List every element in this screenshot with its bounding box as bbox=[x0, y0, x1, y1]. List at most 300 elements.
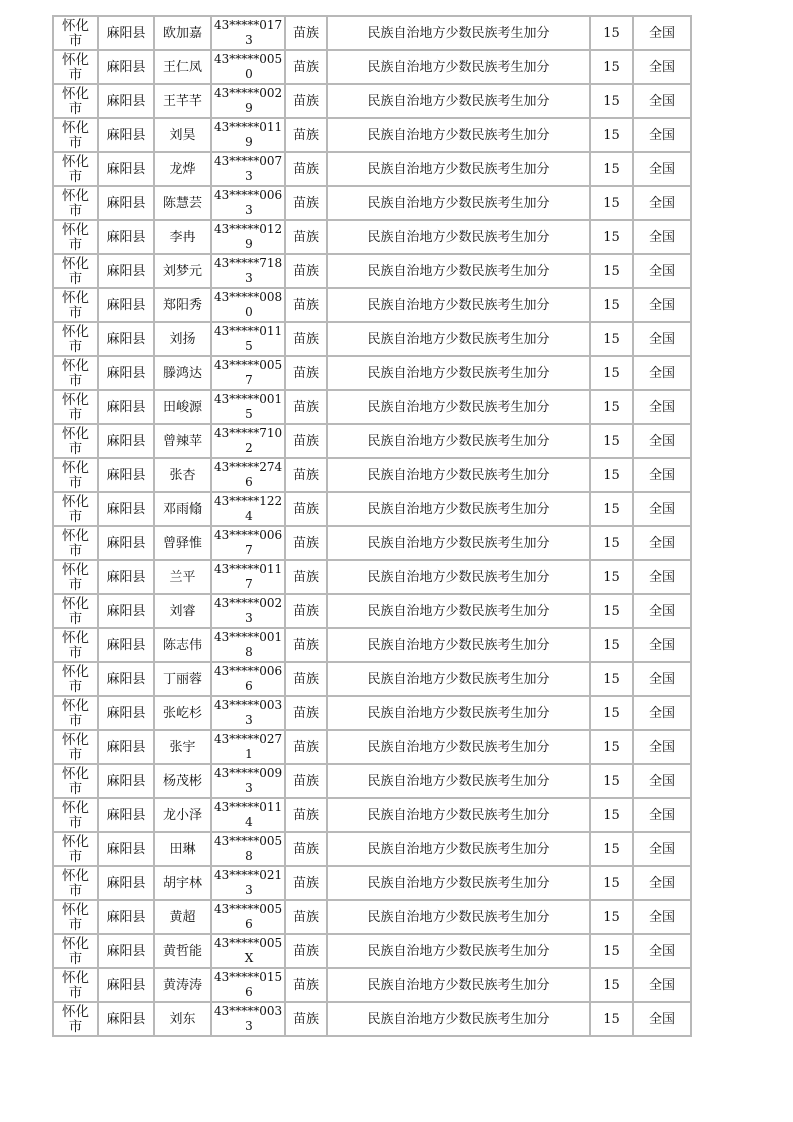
table-row bbox=[53, 118, 691, 152]
ethnicity-cell: 苗族 bbox=[285, 16, 327, 50]
id-number-text: 43*****027 bbox=[214, 732, 283, 746]
bonus-policy-cell: 民族自治地方少数民族考生加分 bbox=[327, 832, 590, 866]
bonus-policy-cell: 民族自治地方少数民族考生加分 bbox=[327, 322, 590, 356]
city-text: 市 bbox=[68, 780, 83, 797]
name-cell: 郑阳秀 bbox=[154, 288, 211, 322]
city-text: 市 bbox=[68, 984, 83, 1001]
id-number-cell bbox=[211, 390, 285, 424]
scope-cell: 全国 bbox=[633, 356, 691, 390]
id-number-text: 43*****003 bbox=[214, 1004, 283, 1018]
city-cell bbox=[53, 458, 98, 492]
id-number-cell bbox=[211, 696, 285, 730]
name-cell: 丁丽蓉 bbox=[154, 662, 211, 696]
city-cell bbox=[53, 220, 98, 254]
bonus-points-cell: 15 bbox=[590, 798, 633, 832]
id-number-cell bbox=[211, 662, 285, 696]
table-row bbox=[53, 832, 691, 866]
city-text: 市 bbox=[68, 712, 83, 729]
id-number-text: 9 bbox=[245, 135, 253, 149]
bonus-points-cell: 15 bbox=[590, 560, 633, 594]
id-number-text: 43*****002 bbox=[214, 86, 283, 100]
city-text: 市 bbox=[68, 610, 83, 627]
ethnicity-cell: 苗族 bbox=[285, 594, 327, 628]
table-row bbox=[53, 968, 691, 1002]
id-number-text: 8 bbox=[245, 849, 253, 863]
id-number-text: 1 bbox=[245, 747, 253, 761]
city-text: 市 bbox=[68, 440, 83, 457]
scope-cell: 全国 bbox=[633, 50, 691, 84]
table-row bbox=[53, 1002, 691, 1036]
bonus-points-cell: 15 bbox=[590, 662, 633, 696]
name-cell: 黄涛涛 bbox=[154, 968, 211, 1002]
id-number-text: 3 bbox=[245, 1019, 253, 1033]
city-text: 怀化 bbox=[62, 731, 89, 748]
id-number-text: 0 bbox=[245, 305, 253, 319]
bonus-policy-cell: 民族自治地方少数民族考生加分 bbox=[327, 662, 590, 696]
city-cell bbox=[53, 1002, 98, 1036]
table-row bbox=[53, 696, 691, 730]
table-row bbox=[53, 84, 691, 118]
city-text: 怀化 bbox=[62, 561, 89, 578]
table-row bbox=[53, 322, 691, 356]
id-number-text: 43*****001 bbox=[214, 392, 283, 406]
bonus-points-cell: 15 bbox=[590, 288, 633, 322]
bonus-points-cell: 15 bbox=[590, 628, 633, 662]
county-cell: 麻阳县 bbox=[98, 220, 154, 254]
city-text: 怀化 bbox=[62, 221, 89, 238]
city-cell bbox=[53, 866, 98, 900]
county-cell: 麻阳县 bbox=[98, 152, 154, 186]
scope-cell: 全国 bbox=[633, 186, 691, 220]
city-text: 怀化 bbox=[62, 765, 89, 782]
bonus-points-cell: 15 bbox=[590, 322, 633, 356]
id-number-text: 7 bbox=[245, 577, 253, 591]
table-row bbox=[53, 798, 691, 832]
bonus-points-cell: 15 bbox=[590, 390, 633, 424]
county-cell: 麻阳县 bbox=[98, 696, 154, 730]
bonus-policy-cell: 民族自治地方少数民族考生加分 bbox=[327, 50, 590, 84]
scope-cell: 全国 bbox=[633, 152, 691, 186]
id-number-cell bbox=[211, 900, 285, 934]
bonus-policy-cell: 民族自治地方少数民族考生加分 bbox=[327, 764, 590, 798]
id-number-text: 43*****002 bbox=[214, 596, 283, 610]
id-number-cell bbox=[211, 764, 285, 798]
bonus-policy-cell: 民族自治地方少数民族考生加分 bbox=[327, 492, 590, 526]
bonus-points-cell: 15 bbox=[590, 152, 633, 186]
scope-cell: 全国 bbox=[633, 696, 691, 730]
name-cell: 刘昊 bbox=[154, 118, 211, 152]
ethnicity-cell: 苗族 bbox=[285, 322, 327, 356]
name-cell: 张宇 bbox=[154, 730, 211, 764]
id-number-text: 4 bbox=[245, 509, 253, 523]
city-text: 市 bbox=[68, 406, 83, 423]
city-cell bbox=[53, 934, 98, 968]
id-number-text: 43*****011 bbox=[214, 324, 283, 338]
scope-cell: 全国 bbox=[633, 220, 691, 254]
id-number-cell bbox=[211, 16, 285, 50]
city-cell bbox=[53, 696, 98, 730]
bonus-policy-cell: 民族自治地方少数民族考生加分 bbox=[327, 152, 590, 186]
id-number-text: 3 bbox=[245, 203, 253, 217]
city-text: 怀化 bbox=[62, 85, 89, 102]
city-text: 怀化 bbox=[62, 969, 89, 986]
city-text: 怀化 bbox=[62, 629, 89, 646]
city-cell bbox=[53, 560, 98, 594]
city-text: 怀化 bbox=[62, 187, 89, 204]
city-text: 怀化 bbox=[62, 323, 89, 340]
city-text: 市 bbox=[68, 270, 83, 287]
id-number-text: 43*****021 bbox=[214, 868, 283, 882]
scope-cell: 全国 bbox=[633, 288, 691, 322]
id-number-text: 6 bbox=[245, 917, 253, 931]
name-cell: 欧加嘉 bbox=[154, 16, 211, 50]
scope-cell: 全国 bbox=[633, 900, 691, 934]
id-number-text: 4 bbox=[245, 815, 253, 829]
city-text: 市 bbox=[68, 542, 83, 559]
city-cell bbox=[53, 50, 98, 84]
table-row bbox=[53, 356, 691, 390]
scope-cell: 全国 bbox=[633, 934, 691, 968]
city-text: 市 bbox=[68, 644, 83, 661]
bonus-policy-cell: 民族自治地方少数民族考生加分 bbox=[327, 730, 590, 764]
scope-cell: 全国 bbox=[633, 764, 691, 798]
city-text: 市 bbox=[68, 338, 83, 355]
scope-cell: 全国 bbox=[633, 628, 691, 662]
id-number-text: 43*****003 bbox=[214, 698, 283, 712]
scope-cell: 全国 bbox=[633, 1002, 691, 1036]
scope-cell: 全国 bbox=[633, 322, 691, 356]
city-text: 市 bbox=[68, 304, 83, 321]
city-text: 怀化 bbox=[62, 833, 89, 850]
id-number-text: 43*****122 bbox=[214, 494, 283, 508]
city-text: 怀化 bbox=[62, 935, 89, 952]
city-cell bbox=[53, 16, 98, 50]
ethnicity-cell: 苗族 bbox=[285, 424, 327, 458]
table-row bbox=[53, 288, 691, 322]
table-row bbox=[53, 152, 691, 186]
name-cell: 田峻源 bbox=[154, 390, 211, 424]
id-number-text: 43*****007 bbox=[214, 154, 283, 168]
id-number-text: 43*****718 bbox=[214, 256, 283, 270]
city-cell bbox=[53, 730, 98, 764]
id-number-text: 3 bbox=[245, 713, 253, 727]
bonus-points-cell: 15 bbox=[590, 50, 633, 84]
ethnicity-cell: 苗族 bbox=[285, 560, 327, 594]
city-cell bbox=[53, 594, 98, 628]
id-number-cell bbox=[211, 84, 285, 118]
name-cell: 邓雨翛 bbox=[154, 492, 211, 526]
bonus-points-table bbox=[52, 15, 692, 1037]
id-number-cell bbox=[211, 628, 285, 662]
table-row bbox=[53, 254, 691, 288]
bonus-policy-cell: 民族自治地方少数民族考生加分 bbox=[327, 356, 590, 390]
city-cell bbox=[53, 118, 98, 152]
id-number-cell bbox=[211, 832, 285, 866]
id-number-text: 43*****011 bbox=[214, 562, 283, 576]
city-text: 怀化 bbox=[62, 153, 89, 170]
table-row bbox=[53, 662, 691, 696]
ethnicity-cell: 苗族 bbox=[285, 390, 327, 424]
table-row bbox=[53, 16, 691, 50]
city-text: 市 bbox=[68, 848, 83, 865]
bonus-policy-cell: 民族自治地方少数民族考生加分 bbox=[327, 220, 590, 254]
name-cell: 张屹杉 bbox=[154, 696, 211, 730]
scope-cell: 全国 bbox=[633, 492, 691, 526]
scope-cell: 全国 bbox=[633, 118, 691, 152]
city-cell bbox=[53, 288, 98, 322]
bonus-points-cell: 15 bbox=[590, 424, 633, 458]
bonus-points-cell: 15 bbox=[590, 832, 633, 866]
bonus-points-cell: 15 bbox=[590, 696, 633, 730]
id-number-text: 7 bbox=[245, 543, 253, 557]
id-number-cell bbox=[211, 866, 285, 900]
id-number-text: 43*****005 bbox=[214, 902, 283, 916]
ethnicity-cell: 苗族 bbox=[285, 356, 327, 390]
id-number-text: 43*****017 bbox=[214, 18, 283, 32]
name-cell: 龙小泽 bbox=[154, 798, 211, 832]
county-cell: 麻阳县 bbox=[98, 84, 154, 118]
id-number-text: 3 bbox=[245, 781, 253, 795]
ethnicity-cell: 苗族 bbox=[285, 798, 327, 832]
ethnicity-cell: 苗族 bbox=[285, 152, 327, 186]
name-cell: 黄哲能 bbox=[154, 934, 211, 968]
bonus-policy-cell: 民族自治地方少数民族考生加分 bbox=[327, 16, 590, 50]
city-text: 怀化 bbox=[62, 459, 89, 476]
name-cell: 王仁凤 bbox=[154, 50, 211, 84]
name-cell: 黄超 bbox=[154, 900, 211, 934]
county-cell: 麻阳县 bbox=[98, 560, 154, 594]
county-cell: 麻阳县 bbox=[98, 934, 154, 968]
county-cell: 麻阳县 bbox=[98, 900, 154, 934]
ethnicity-cell: 苗族 bbox=[285, 50, 327, 84]
id-number-text: 3 bbox=[245, 169, 253, 183]
name-cell: 曾驿惟 bbox=[154, 526, 211, 560]
id-number-text: 43*****005 bbox=[214, 834, 283, 848]
city-text: 怀化 bbox=[62, 527, 89, 544]
county-cell: 麻阳县 bbox=[98, 50, 154, 84]
scope-cell: 全国 bbox=[633, 730, 691, 764]
city-cell bbox=[53, 832, 98, 866]
city-text: 怀化 bbox=[62, 425, 89, 442]
scope-cell: 全国 bbox=[633, 424, 691, 458]
city-text: 怀化 bbox=[62, 17, 89, 34]
name-cell: 龙烨 bbox=[154, 152, 211, 186]
id-number-cell bbox=[211, 424, 285, 458]
county-cell: 麻阳县 bbox=[98, 832, 154, 866]
name-cell: 王芊芊 bbox=[154, 84, 211, 118]
id-number-text: 0 bbox=[245, 67, 253, 81]
id-number-text: 3 bbox=[245, 883, 253, 897]
id-number-cell bbox=[211, 798, 285, 832]
city-cell bbox=[53, 798, 98, 832]
id-number-text: 6 bbox=[245, 679, 253, 693]
ethnicity-cell: 苗族 bbox=[285, 84, 327, 118]
bonus-policy-cell: 民族自治地方少数民族考生加分 bbox=[327, 696, 590, 730]
id-number-text: X bbox=[244, 951, 254, 965]
name-cell: 陈志伟 bbox=[154, 628, 211, 662]
id-number-text: 43*****012 bbox=[214, 222, 283, 236]
id-number-text: 43*****005 bbox=[214, 936, 283, 950]
id-number-text: 43*****008 bbox=[214, 290, 283, 304]
county-cell: 麻阳县 bbox=[98, 1002, 154, 1036]
table-row bbox=[53, 934, 691, 968]
city-text: 怀化 bbox=[62, 357, 89, 374]
city-text: 市 bbox=[68, 1018, 83, 1035]
city-cell bbox=[53, 492, 98, 526]
id-number-text: 9 bbox=[245, 101, 253, 115]
id-number-cell bbox=[211, 356, 285, 390]
bonus-policy-cell: 民族自治地方少数民族考生加分 bbox=[327, 458, 590, 492]
city-text: 市 bbox=[68, 882, 83, 899]
city-cell bbox=[53, 424, 98, 458]
id-number-text: 43*****005 bbox=[214, 358, 283, 372]
city-text: 市 bbox=[68, 372, 83, 389]
bonus-points-cell: 15 bbox=[590, 16, 633, 50]
name-cell: 滕鸿达 bbox=[154, 356, 211, 390]
scope-cell: 全国 bbox=[633, 594, 691, 628]
table-row bbox=[53, 900, 691, 934]
id-number-text: 43*****005 bbox=[214, 52, 283, 66]
county-cell: 麻阳县 bbox=[98, 730, 154, 764]
name-cell: 刘睿 bbox=[154, 594, 211, 628]
county-cell: 麻阳县 bbox=[98, 288, 154, 322]
ethnicity-cell: 苗族 bbox=[285, 288, 327, 322]
ethnicity-cell: 苗族 bbox=[285, 526, 327, 560]
bonus-points-cell: 15 bbox=[590, 118, 633, 152]
table-row bbox=[53, 866, 691, 900]
bonus-points-cell: 15 bbox=[590, 594, 633, 628]
bonus-points-cell: 15 bbox=[590, 492, 633, 526]
county-cell: 麻阳县 bbox=[98, 662, 154, 696]
county-cell: 麻阳县 bbox=[98, 424, 154, 458]
county-cell: 麻阳县 bbox=[98, 594, 154, 628]
county-cell: 麻阳县 bbox=[98, 186, 154, 220]
city-text: 市 bbox=[68, 474, 83, 491]
city-text: 市 bbox=[68, 202, 83, 219]
table-row bbox=[53, 186, 691, 220]
county-cell: 麻阳县 bbox=[98, 866, 154, 900]
scope-cell: 全国 bbox=[633, 832, 691, 866]
county-cell: 麻阳县 bbox=[98, 526, 154, 560]
county-cell: 麻阳县 bbox=[98, 16, 154, 50]
ethnicity-cell: 苗族 bbox=[285, 628, 327, 662]
id-number-text: 8 bbox=[245, 645, 253, 659]
scope-cell: 全国 bbox=[633, 458, 691, 492]
name-cell: 陈慧芸 bbox=[154, 186, 211, 220]
id-number-cell bbox=[211, 1002, 285, 1036]
bonus-points-cell: 15 bbox=[590, 764, 633, 798]
city-cell bbox=[53, 390, 98, 424]
id-number-text: 6 bbox=[245, 475, 253, 489]
scope-cell: 全国 bbox=[633, 16, 691, 50]
city-text: 市 bbox=[68, 134, 83, 151]
bonus-policy-cell: 民族自治地方少数民族考生加分 bbox=[327, 628, 590, 662]
bonus-points-cell: 15 bbox=[590, 1002, 633, 1036]
ethnicity-cell: 苗族 bbox=[285, 220, 327, 254]
city-cell bbox=[53, 84, 98, 118]
county-cell: 麻阳县 bbox=[98, 798, 154, 832]
id-number-text: 43*****274 bbox=[214, 460, 283, 474]
city-text: 怀化 bbox=[62, 51, 89, 68]
name-cell: 兰平 bbox=[154, 560, 211, 594]
scope-cell: 全国 bbox=[633, 968, 691, 1002]
city-cell bbox=[53, 322, 98, 356]
city-cell bbox=[53, 662, 98, 696]
city-cell bbox=[53, 152, 98, 186]
id-number-text: 43*****006 bbox=[214, 528, 283, 542]
city-cell bbox=[53, 968, 98, 1002]
bonus-policy-cell: 民族自治地方少数民族考生加分 bbox=[327, 186, 590, 220]
ethnicity-cell: 苗族 bbox=[285, 1002, 327, 1036]
county-cell: 麻阳县 bbox=[98, 356, 154, 390]
id-number-text: 43*****011 bbox=[214, 800, 283, 814]
id-number-text: 43*****011 bbox=[214, 120, 283, 134]
city-text: 市 bbox=[68, 66, 83, 83]
id-number-text: 5 bbox=[245, 407, 253, 421]
ethnicity-cell: 苗族 bbox=[285, 696, 327, 730]
id-number-cell bbox=[211, 458, 285, 492]
scope-cell: 全国 bbox=[633, 390, 691, 424]
id-number-cell bbox=[211, 560, 285, 594]
name-cell: 刘扬 bbox=[154, 322, 211, 356]
bonus-points-cell: 15 bbox=[590, 186, 633, 220]
bonus-policy-cell: 民族自治地方少数民族考生加分 bbox=[327, 424, 590, 458]
city-text: 市 bbox=[68, 32, 83, 49]
city-text: 怀化 bbox=[62, 697, 89, 714]
table-row bbox=[53, 594, 691, 628]
bonus-policy-cell: 民族自治地方少数民族考生加分 bbox=[327, 84, 590, 118]
bonus-policy-cell: 民族自治地方少数民族考生加分 bbox=[327, 900, 590, 934]
ethnicity-cell: 苗族 bbox=[285, 254, 327, 288]
city-text: 市 bbox=[68, 916, 83, 933]
id-number-cell bbox=[211, 50, 285, 84]
city-text: 怀化 bbox=[62, 799, 89, 816]
bonus-policy-cell: 民族自治地方少数民族考生加分 bbox=[327, 594, 590, 628]
ethnicity-cell: 苗族 bbox=[285, 764, 327, 798]
name-cell: 李冉 bbox=[154, 220, 211, 254]
scope-cell: 全国 bbox=[633, 798, 691, 832]
city-text: 怀化 bbox=[62, 901, 89, 918]
scope-cell: 全国 bbox=[633, 84, 691, 118]
bonus-points-cell: 15 bbox=[590, 84, 633, 118]
id-number-text: 3 bbox=[245, 33, 253, 47]
city-text: 市 bbox=[68, 950, 83, 967]
table-row bbox=[53, 458, 691, 492]
city-text: 市 bbox=[68, 576, 83, 593]
ethnicity-cell: 苗族 bbox=[285, 730, 327, 764]
city-text: 市 bbox=[68, 508, 83, 525]
name-cell: 杨茂彬 bbox=[154, 764, 211, 798]
county-cell: 麻阳县 bbox=[98, 254, 154, 288]
bonus-points-cell: 15 bbox=[590, 730, 633, 764]
table-row bbox=[53, 560, 691, 594]
id-number-cell bbox=[211, 220, 285, 254]
city-text: 怀化 bbox=[62, 119, 89, 136]
city-text: 怀化 bbox=[62, 255, 89, 272]
city-cell bbox=[53, 254, 98, 288]
bonus-points-cell: 15 bbox=[590, 900, 633, 934]
ethnicity-cell: 苗族 bbox=[285, 866, 327, 900]
id-number-text: 5 bbox=[245, 339, 253, 353]
scope-cell: 全国 bbox=[633, 526, 691, 560]
county-cell: 麻阳县 bbox=[98, 322, 154, 356]
bonus-policy-cell: 民族自治地方少数民族考生加分 bbox=[327, 968, 590, 1002]
bonus-points-cell: 15 bbox=[590, 526, 633, 560]
name-cell: 田琳 bbox=[154, 832, 211, 866]
table-row bbox=[53, 628, 691, 662]
id-number-text: 7 bbox=[245, 373, 253, 387]
table-row bbox=[53, 220, 691, 254]
